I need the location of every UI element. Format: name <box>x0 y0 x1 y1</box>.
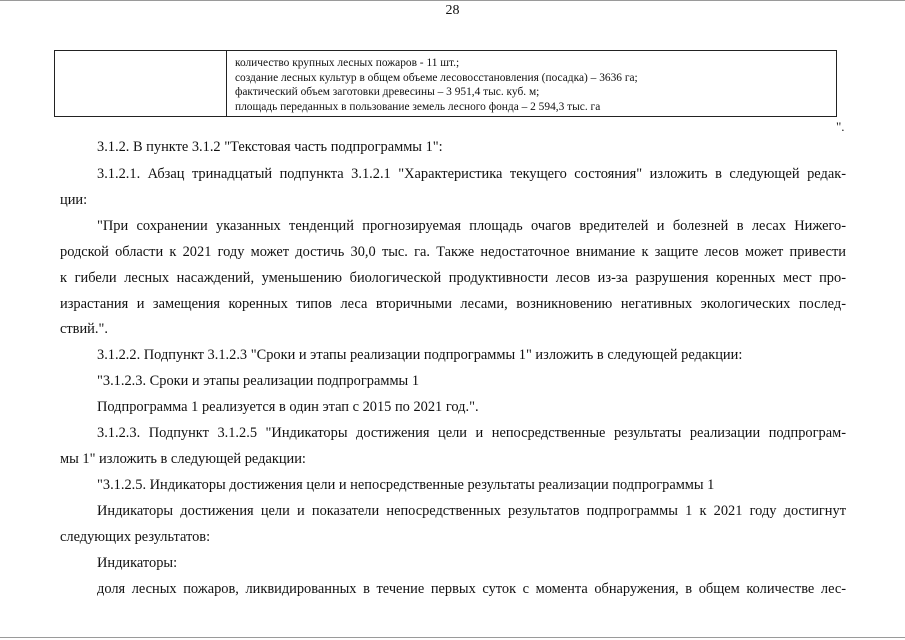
paragraph-3-1-2-1: 3.1.2.1. Абзац тринадцатый подпункта 3.1.2.1 "Характеристика текущего состояния" изложить в следующей редак- <box>97 166 846 182</box>
quote-paragraph-line: "При сохранении указанных тенденций прогнозируемая площадь очагов вредителей и болезней в лесах Нижего- <box>97 218 846 234</box>
quote-paragraph-line: израстания и замещения коренных типов леса вторичными лесами, возникновению негативных экологических послед- <box>60 296 846 312</box>
paragraph-3-1-2-2: 3.1.2.2. Подпункт 3.1.2.3 "Сроки и этапы реализации подпрограммы 1" изложить в следующей редакции: <box>97 347 743 363</box>
indicators-label: Индикаторы: <box>97 555 178 571</box>
table-line: площадь переданных в пользование земель лесного фонда – 2 594,3 тыс. га <box>235 100 601 113</box>
results-table <box>54 50 837 117</box>
table-line: создание лесных культур в общем объеме лесовосстановления (посадка) – 3636 га; <box>235 71 638 84</box>
paragraph-indicators-cont: следующих результатов: <box>60 529 211 545</box>
quote-paragraph-line: родской области к 2021 году может достичь 30,0 тыс. га. Также недостаточное внимание к защите лесов может привести <box>60 244 846 260</box>
paragraph-stage: Подпрограмма 1 реализуется в один этап с 2015 по 2021 год.". <box>97 399 479 415</box>
page-number: 28 <box>445 3 460 18</box>
quote-paragraph-line: ствий.". <box>60 321 108 337</box>
paragraph-3-1-2: 3.1.2. В пункте 3.1.2 "Текстовая часть подпрограммы 1": <box>97 139 443 155</box>
table-text-cell <box>227 51 836 116</box>
paragraph-indicators: Индикаторы достижения цели и показатели непосредственных результатов подпрограммы 1 к 2021 году достигнут <box>97 503 846 519</box>
paragraph-3-1-2-3-cont: мы 1" изложить в следующей редакции: <box>60 451 306 467</box>
subsection-heading: "3.1.2.3. Сроки и этапы реализации подпрограммы 1 <box>97 373 420 389</box>
quote-paragraph-line: к гибели лесных насаждений, уменьшению биологической продуктивности лесов из-за разрушения коренных мест про- <box>60 270 846 286</box>
table-empty-cell <box>55 51 227 116</box>
closing-quote: ". <box>836 119 845 134</box>
subsection-heading-indicators: "3.1.2.5. Индикаторы достижения цели и непосредственные результаты реализации подпрограммы 1 <box>97 477 715 493</box>
top-scan-edge <box>0 0 905 1</box>
table-line: фактический объем заготовки древесины – 3 951,4 тыс. куб. м; <box>235 86 540 98</box>
table-line: количество крупных лесных пожаров - 11 шт.; <box>235 57 460 69</box>
paragraph-3-1-2-1-cont: ции: <box>60 192 88 208</box>
paragraph-3-1-2-3: 3.1.2.3. Подпункт 3.1.2.5 "Индикаторы достижения цели и непосредственные результаты реализации подпрограм- <box>97 425 846 441</box>
indicator-item: доля лесных пожаров, ликвидированных в течение первых суток с момента обнаружения, в общем количестве лес- <box>97 581 846 597</box>
bottom-scan-edge <box>0 637 905 638</box>
